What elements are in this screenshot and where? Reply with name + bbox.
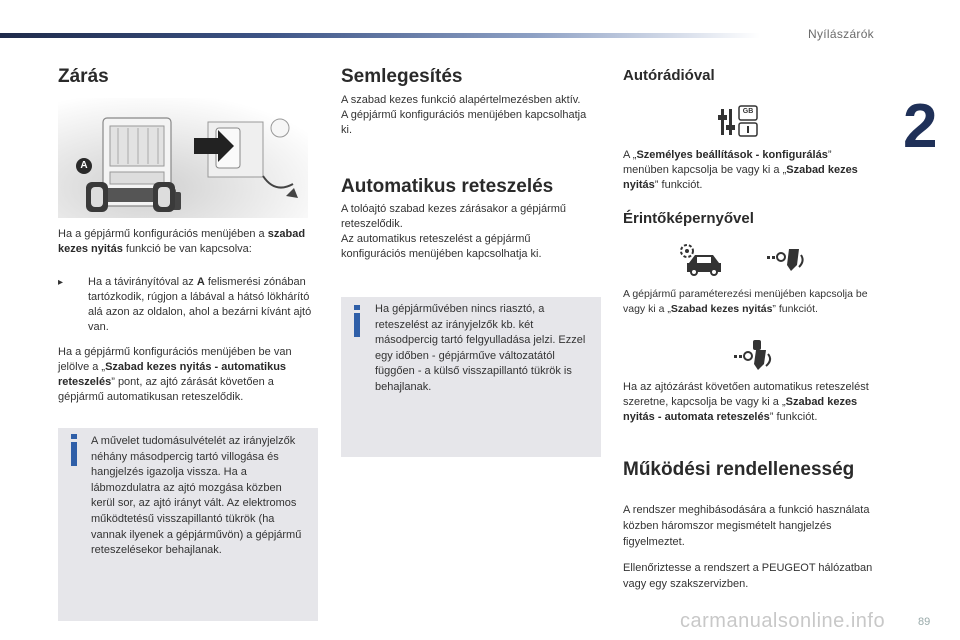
info-box-zaras xyxy=(58,428,318,621)
automatikus-reteszeles-text: A tolóajtó szabad kezes zárásakor a gépjármű reteszelődik. Az automatikus reteszelést a gépjármű konfigurációs menüjében kapcsolhatja ki. xyxy=(341,203,567,260)
list-item: ▸ Ha a távirányítóval az A felismerési zónában tartózkodik, rúgjon a lábával a hátsó lökhárító alá azon az oldalon, ahol a bezárni kívánt ajtó van. xyxy=(58,275,318,335)
vehicle-illustration xyxy=(58,98,308,218)
section-title: Nyílászárók xyxy=(808,27,874,41)
heading-erintokepernyovel: Érintőképernyővel xyxy=(623,210,754,227)
auto-lock-icon xyxy=(734,338,776,374)
heading-semlegesites: Semlegesítés xyxy=(341,66,463,87)
watermark: carmanualsonline.info xyxy=(680,610,886,632)
car-settings-icon xyxy=(679,241,725,277)
zaras-bullets xyxy=(58,275,318,335)
header-gradient-bar xyxy=(0,33,760,38)
heading-mukodesi-rendellenesseg: Működési rendellenesség xyxy=(623,459,855,480)
page-number: 89 xyxy=(918,616,931,628)
heading-automatikus-reteszeles: Automatikus reteszelés xyxy=(341,176,554,197)
heading-zaras: Zárás xyxy=(58,66,109,87)
malfunction-text: A rendszer meghibásodására a funkció használata közben háromszor megismételt hangjelzés figyelmeztet. xyxy=(623,504,870,548)
auto-lock-text: Ha az ajtózárást követően automatikus reteszelést szeretne, kapcsolja be vagy ki a „Szabad kezes nyitás - automata reteszelés” funkciót. xyxy=(623,381,869,423)
zaras-auto-lock-text: Ha a gépjármű konfigurációs menüjében be van jelölve a „Szabad kezes nyitás - automatikus reteszelés” pont, az ajtó zárását követően a gépjármű automatikusan reteszelődik. xyxy=(58,346,292,403)
autoradio-text: A „Személyes beállítások - konfigurálás” menüben kapcsolja be vagy ki a „Szabad kezes nyitás” funkciót. xyxy=(623,149,858,191)
touchscreen-text: A gépjármű paraméterezési menüjében kapcsolja be vagy ki a „Szabad kezes nyitás” funkciót. xyxy=(623,288,868,315)
info-icon xyxy=(354,313,360,337)
handsfree-icon xyxy=(767,245,807,273)
gb-label: GB xyxy=(742,108,754,115)
info-icon xyxy=(71,442,77,466)
chapter-number: 2 xyxy=(903,92,938,161)
semlegesites-text: A szabad kezes funkció alapértelmezésben aktív. A gépjármű konfigurációs menüjében kapcsolhatja ki. xyxy=(341,94,587,136)
radio-settings-icon xyxy=(717,103,761,139)
heading-autoradioval: Autórádióval xyxy=(623,67,715,84)
zaras-intro: Ha a gépjármű konfigurációs menüjében a szabad kezes nyitás funkció be van kapcsolva: xyxy=(58,228,306,255)
zone-badge-a: A xyxy=(76,158,92,174)
service-text: Ellenőriztesse a rendszert a PEUGEOT hálózatban vagy egy szakszervizben. xyxy=(623,562,873,590)
info-box-reteszeles xyxy=(341,297,601,457)
info-box-text: A művelet tudomásulvételét az irányjelzők néhány másodpercig tartó villogása és hangjelzés igazolja vissza. Ha a lábmozdulatra az ajtó mozgása közben kerül sor, az ajtó irányt vált. Az elektromos működtetésű visszapillantó tükrök (ha vannak ilyenek a gépjárművön) a gépjármű reteszelésekor behajlanak. xyxy=(91,435,302,557)
info-box-text: Ha gépjárművében nincs riasztó, a reteszelést az irányjelzők kb. két másodpercig tartó felgyulladása jelzi. Ezzel egy időben - gépjárműve változatától függően - a külső visszapillantó tükrök is behajlanak. xyxy=(375,303,586,393)
